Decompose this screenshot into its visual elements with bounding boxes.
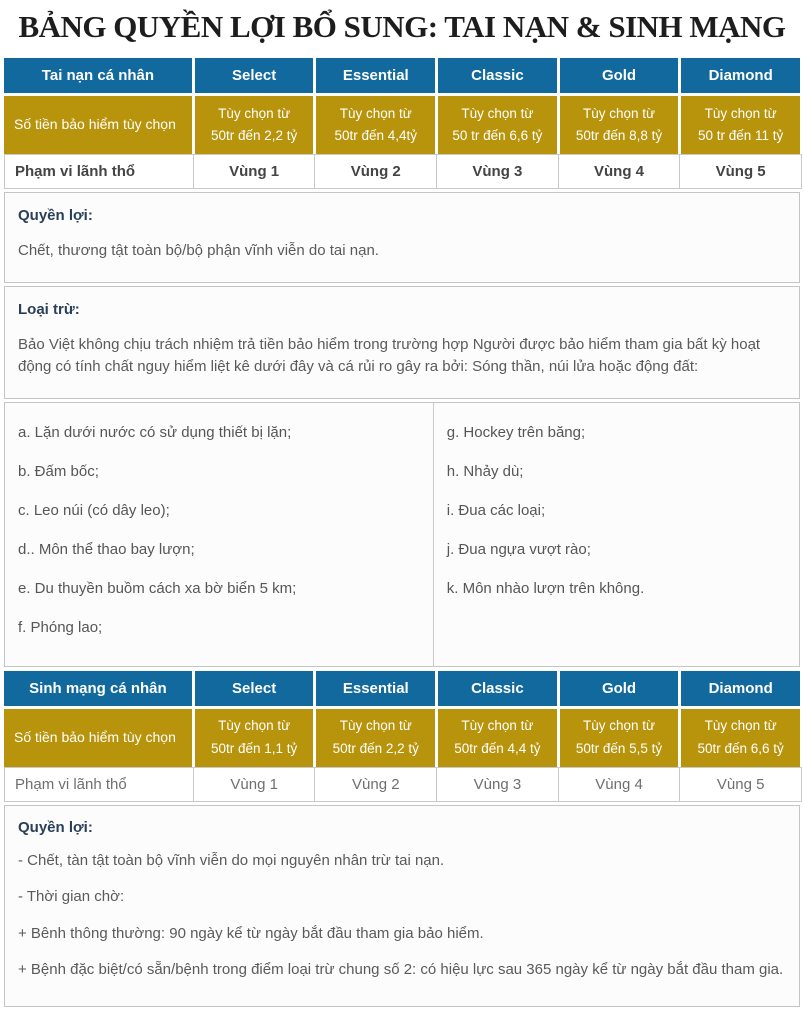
sum-line2: 50 tr đến 11 tỷ <box>698 128 784 143</box>
plan-header-essential: Essential <box>313 58 435 93</box>
sum-cell <box>557 96 679 154</box>
sum-cell <box>192 709 314 767</box>
sum-cell <box>557 709 679 767</box>
exclusions-list-box <box>4 402 800 667</box>
plan-header-essential: Essential <box>313 671 435 706</box>
territory-cell: Vùng 1 <box>193 768 315 801</box>
accident-plan-table <box>4 58 800 189</box>
territory-cell: Vùng 2 <box>314 155 436 188</box>
life-header-row <box>4 671 800 706</box>
exclusion-item: b. Đấm bốc; <box>18 462 99 480</box>
exclusion-item: j. Đua ngựa vượt rào; <box>446 540 591 558</box>
accident-territory-row <box>4 154 802 189</box>
plan-header-classic: Classic <box>435 58 557 93</box>
benefit-heading: Quyền lợi: <box>18 818 93 836</box>
exclusion-item: k. Môn nhào lượn trên không. <box>446 579 645 597</box>
sum-line2: 50tr đến 8,8 tỷ <box>575 128 663 143</box>
territory-cell: Vùng 2 <box>314 768 436 801</box>
accident-header-row <box>4 58 800 93</box>
exclusions-list-right <box>434 403 799 666</box>
benefit-line: - Chết, tàn tật toàn bộ vĩnh viễn do mọi nguyên nhân trừ tai nạn. <box>18 851 445 869</box>
exclusion-item: f. Phóng lao; <box>18 618 103 636</box>
accident-sum-row <box>4 93 800 154</box>
plan-header-diamond: Diamond <box>678 671 800 706</box>
plan-header-diamond: Diamond <box>678 58 800 93</box>
sum-cell <box>313 709 435 767</box>
territory-row-label: Phạm vi lãnh thổ <box>5 155 193 188</box>
life-plan-table <box>4 671 800 802</box>
sum-cell <box>192 96 314 154</box>
plan-header-select: Select <box>192 671 314 706</box>
exclusions-box <box>4 286 800 399</box>
territory-cell: Vùng 3 <box>436 768 558 801</box>
sum-line1: Tùy chọn từ <box>582 105 656 121</box>
accident-table-title: Tai nạn cá nhân <box>4 58 192 93</box>
sum-line1: Tùy chọn từ <box>461 718 534 734</box>
benefit-line: - Thời gian chờ: <box>18 888 125 905</box>
life-table-title: Sinh mạng cá nhân <box>4 671 192 706</box>
plan-header-gold: Gold <box>557 58 679 93</box>
sum-line1: Tùy chọn từ <box>582 718 656 734</box>
sum-line1: Tùy chọn từ <box>339 105 412 121</box>
sum-line2: 50tr đến 2,2 tỷ <box>332 740 419 756</box>
sum-line2: 50tr đến 5,5 tỷ <box>575 740 663 756</box>
territory-cell: Vùng 4 <box>558 155 680 188</box>
sum-line2: 50tr đến 4,4tỷ <box>334 128 418 143</box>
exclusion-item: h. Nhảy dù; <box>446 462 524 480</box>
sum-line1: Tùy chọn từ <box>218 105 291 121</box>
sum-row-label: Số tiền bảo hiểm tùy chọn <box>4 96 192 154</box>
exclusion-item: i. Đua các loại; <box>446 501 546 519</box>
exclusion-item: c. Leo núi (có dây leo); <box>18 501 170 519</box>
sum-line2: 50tr đến 4,4 tỷ <box>454 740 541 756</box>
sum-line2: 50 tr đến 6,6 tỷ <box>452 128 543 143</box>
exclusions-heading: Loại trừ: <box>18 300 80 318</box>
sum-line1: Tùy chọn từ <box>218 718 291 734</box>
exclusions-list-left <box>5 403 434 666</box>
exclusion-item: d.. Môn thể thao bay lượn; <box>18 540 195 558</box>
sum-cell <box>678 96 800 154</box>
life-benefit-box <box>4 805 800 1007</box>
sum-line2: 50tr đến 1,1 tỷ <box>211 740 298 756</box>
life-sum-row <box>4 706 800 767</box>
territory-cell: Vùng 3 <box>436 155 558 188</box>
exclusions-intro: Bảo Việt không chịu trách nhiệm trả tiền bảo hiểm trong trường hợp Người được bảo hiểm tham gia bất kỳ hoạt động có tính chất nguy hiểm liệt kê dưới đây và cá rủi ro gây ra bởi: Sóng thần, núi lửa hoặc động đất: <box>18 335 761 375</box>
exclusion-item: g. Hockey trên băng; <box>446 423 586 441</box>
life-territory-row <box>4 767 802 802</box>
territory-cell: Vùng 4 <box>558 768 680 801</box>
exclusion-item: a. Lặn dưới nước có sử dụng thiết bị lặn; <box>18 423 292 441</box>
sum-cell <box>435 96 557 154</box>
sum-line2: 50tr đến 6,6 tỷ <box>697 740 784 756</box>
sum-row-label: Số tiền bảo hiểm tùy chọn <box>4 709 192 767</box>
plan-header-select: Select <box>192 58 314 93</box>
territory-cell: Vùng 5 <box>679 768 801 801</box>
page-title: BẢNG QUYỀN LỢI BỔ SUNG: TAI NẠN & SINH MẠNG <box>18 9 786 44</box>
benefit-heading: Quyền lợi: <box>18 207 93 224</box>
sum-cell <box>678 709 800 767</box>
benefits-document <box>4 9 800 1013</box>
benefit-line: + Bệnh đặc biệt/có sẵn/bệnh trong điểm loại trừ chung số 2: có hiệu lực sau 365 ngày kể từ ngày bắt đầu tham gia. <box>18 961 784 978</box>
sum-cell <box>435 709 557 767</box>
plan-header-gold: Gold <box>557 671 679 706</box>
exclusion-item: e. Du thuyền buồm cách xa bờ biển 5 km; <box>18 579 297 597</box>
sum-line1: Tùy chọn từ <box>461 105 534 121</box>
territory-cell: Vùng 5 <box>679 155 801 188</box>
sum-line1: Tùy chọn từ <box>339 718 412 734</box>
accident-benefit-box <box>4 192 800 283</box>
sum-cell <box>313 96 435 154</box>
benefit-line: + Bênh thông thường: 90 ngày kể từ ngày bắt đầu tham gia bảo hiểm. <box>18 924 484 942</box>
territory-row-label: Phạm vi lãnh thổ <box>5 768 193 801</box>
sum-line1: Tùy chọn từ <box>704 718 777 734</box>
territory-cell: Vùng 1 <box>193 155 315 188</box>
sum-line1: Tùy chọn từ <box>704 105 777 121</box>
sum-line2: 50tr đến 2,2 tỷ <box>211 128 298 143</box>
benefit-text: Chết, thương tật toàn bộ/bộ phận vĩnh viễn do tai nạn. <box>18 242 379 259</box>
plan-header-classic: Classic <box>435 671 557 706</box>
